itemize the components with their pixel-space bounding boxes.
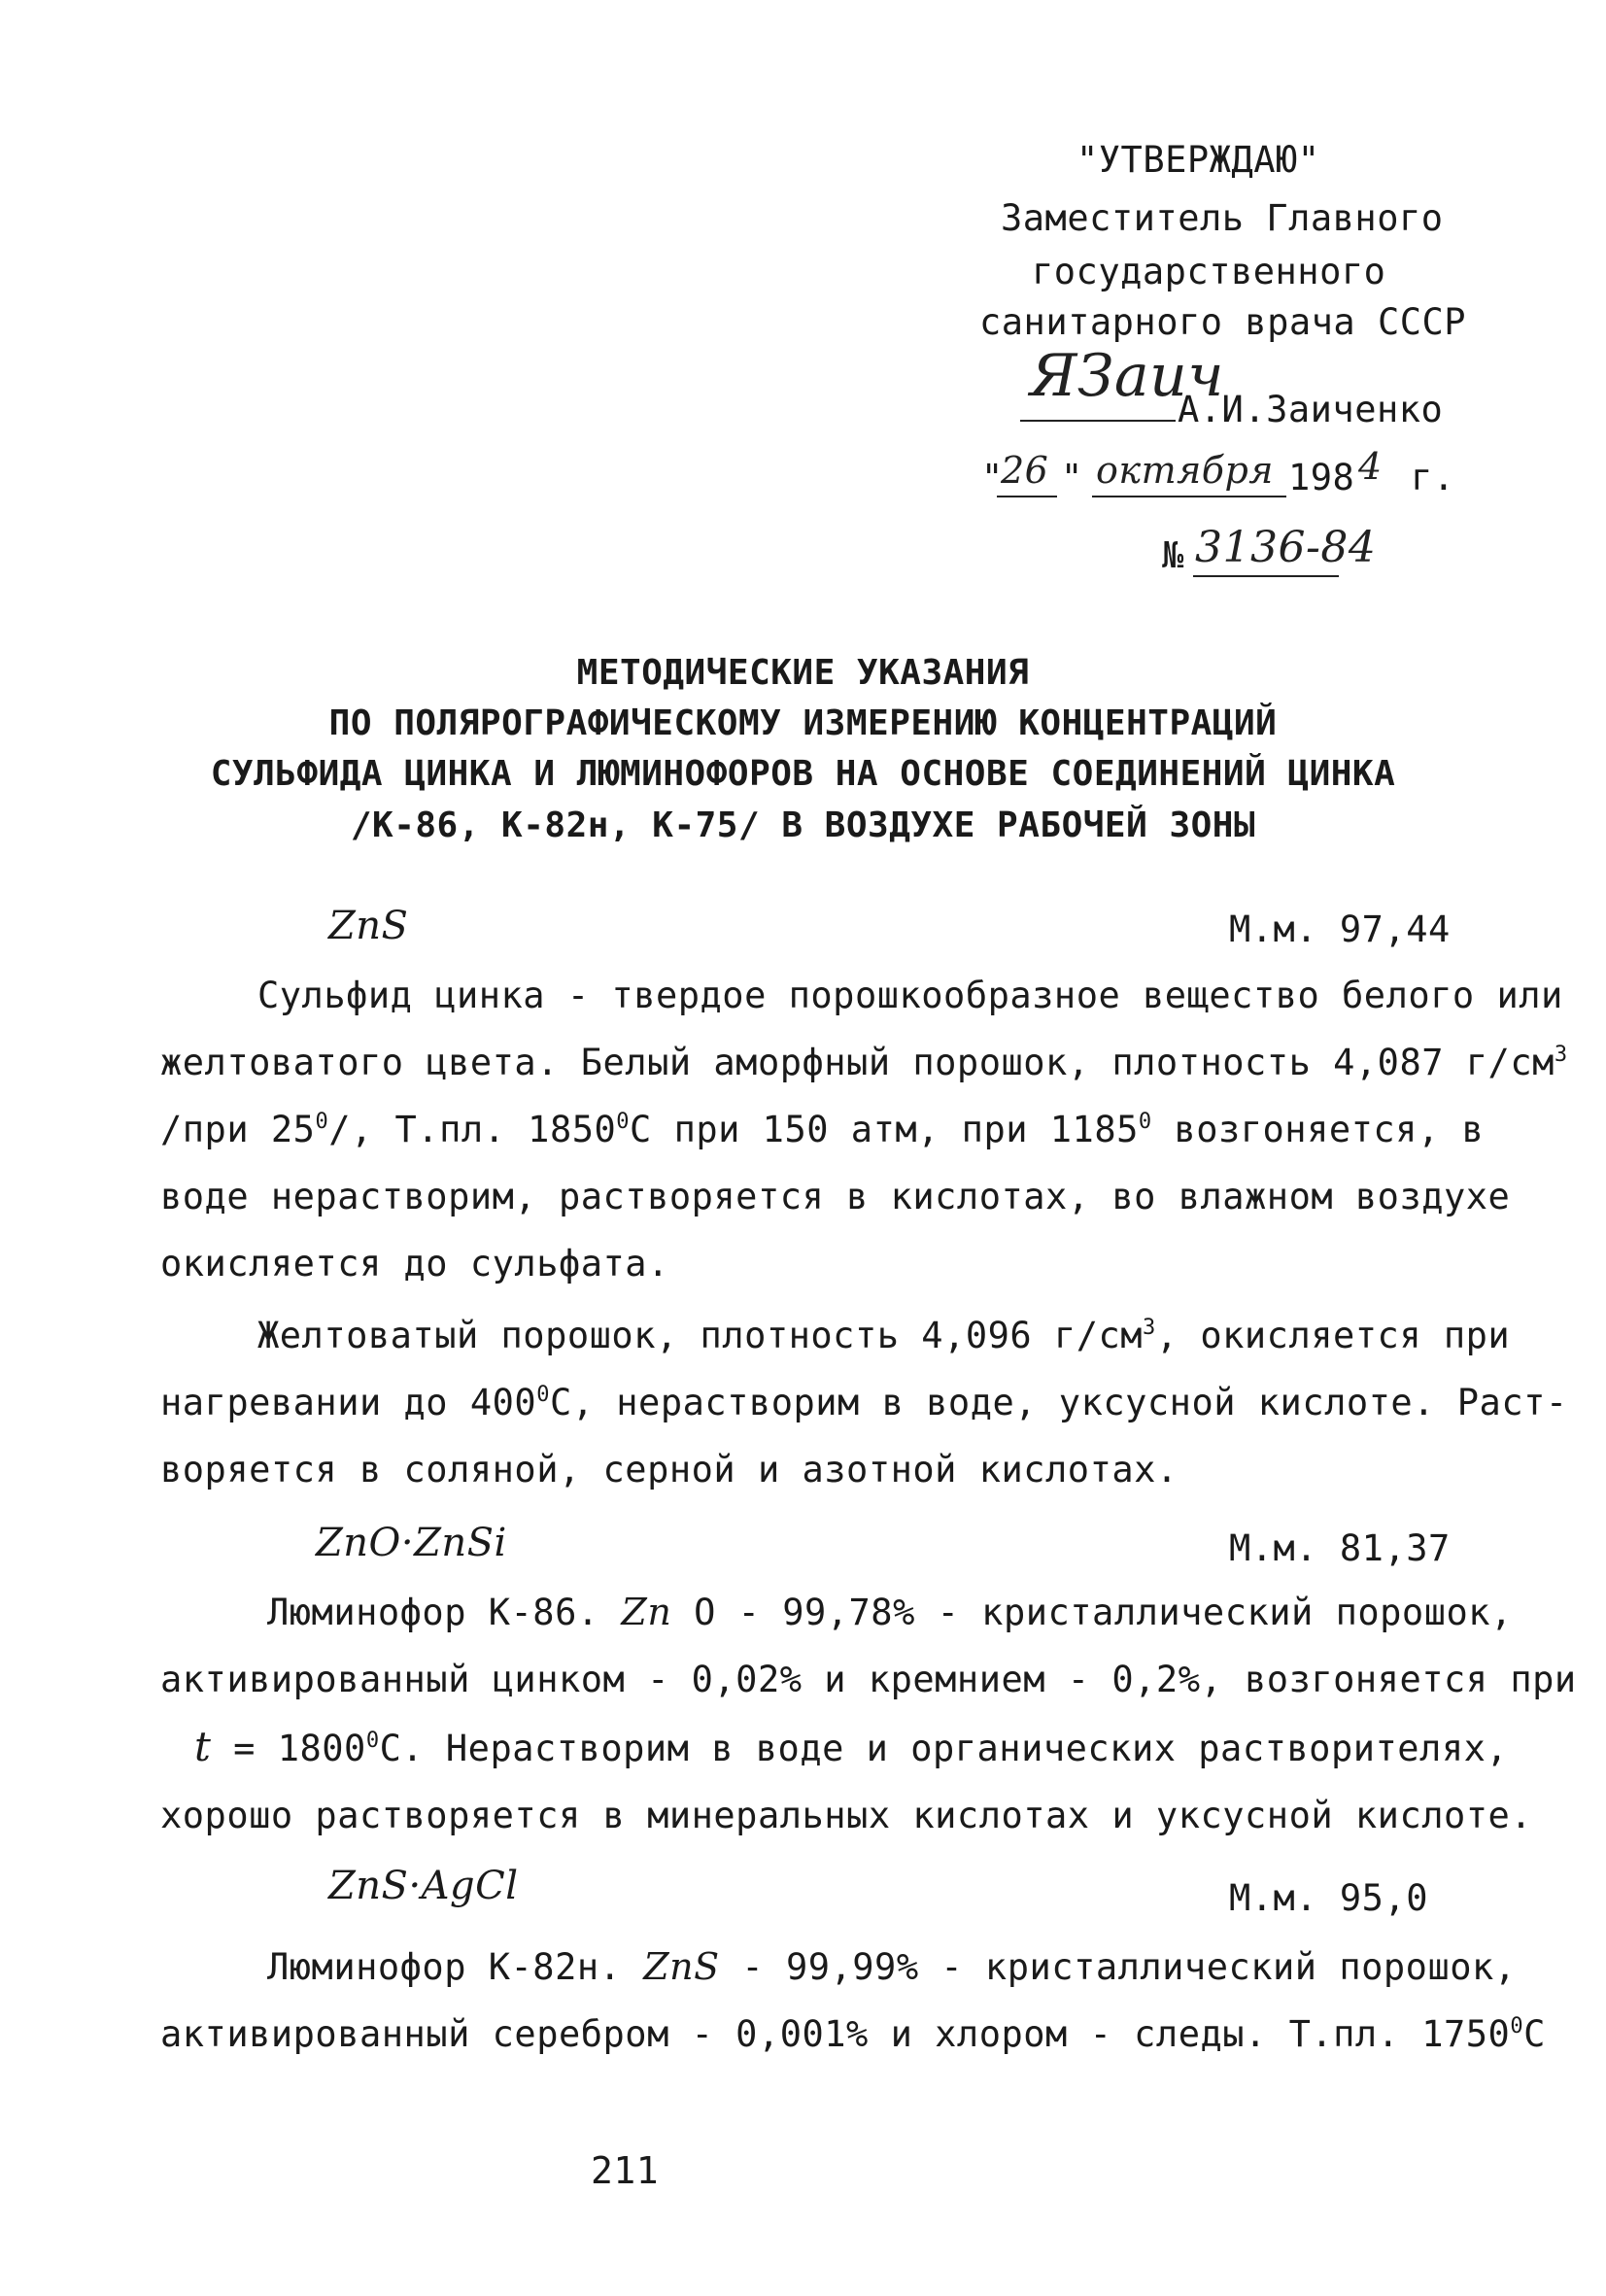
text-line: нагревании до $400^0С$, нерастворим в воде, уксусной кислоте. Раст- — [160, 1382, 1568, 1423]
text-line: желтоватого цвета. Белый аморфный порошок, плотность 4,087 $г/см^3$ — [160, 1042, 1568, 1083]
formula-zns-agcl: ZnS·AgCl — [328, 1864, 519, 1908]
title-line-2: ПО ПОЛЯРОГРАФИЧЕСКОМУ ИЗМЕРЕНИЮ КОНЦЕНТРАЦИЙ — [328, 703, 1278, 743]
molar-mass-k82n: М.м. 95,0 — [1229, 1877, 1428, 1919]
formula-zno-znsi: ZnO·ZnSi — [316, 1521, 507, 1565]
page-number: 211 — [591, 2149, 660, 2192]
date-day-underline — [997, 496, 1057, 497]
approval-line-1: Заместитель Главного — [1001, 197, 1444, 239]
text-line: воряется в соляной, серной и азотной кислотах. — [160, 1449, 1179, 1491]
handwritten-signature: ЯЗаич — [1030, 342, 1225, 410]
text-line: воде нерастворим, растворяется в кислотах, во влажном воздухе — [160, 1176, 1511, 1217]
date-year-prefix: 198 — [1288, 457, 1355, 498]
text-line: активированный цинком - 0,02% и кремнием - 0,2%, возгоняется при — [160, 1659, 1577, 1700]
document-number: 3136-84 — [1195, 523, 1377, 572]
signatory-name: А.И.Заиченко — [1178, 389, 1444, 430]
title-line-4: /К-86, К-82н, К-75/ В ВОЗДУХЕ РАБОЧЕЙ ЗОНЫ — [350, 805, 1256, 845]
date-day: 26 — [1001, 449, 1049, 492]
number-prefix: № — [1162, 534, 1184, 576]
approval-heading: "УТВЕРЖДАЮ" — [1076, 139, 1320, 181]
approval-line-3: санитарного врача СССР — [979, 301, 1467, 343]
molar-mass-k86: М.м. 81,37 — [1229, 1527, 1451, 1569]
paragraph-k82n — [160, 1934, 1546, 2068]
title-line-1: МЕТОДИЧЕСКИЕ УКАЗАНИЯ — [576, 653, 1030, 693]
date-month: октября — [1096, 449, 1274, 492]
date-close-quote: " — [1061, 457, 1083, 498]
molar-mass-zns: М.м. 97,44 — [1229, 908, 1451, 950]
approval-line-2: государственного — [1032, 251, 1386, 292]
text-line: Люминофор К-86. Zn О - 99,78% - кристаллический порошок, — [267, 1591, 1513, 1633]
paragraph-k86 — [160, 1579, 1577, 1849]
signature-underline — [1020, 420, 1176, 422]
text-line: Люминофор К-82н. ZnS - 99,99% - кристаллический порошок, — [267, 1945, 1517, 1988]
date-open-quote: " — [981, 457, 1004, 498]
date-suffix: г. — [1411, 457, 1455, 498]
text-line: окисляется до сульфата. — [160, 1243, 669, 1285]
text-line: Желтоватый порошок, плотность 4,096 $г/см^3$, окисляется при — [257, 1315, 1511, 1356]
paragraph-zns-yellow — [160, 1302, 1568, 1503]
text-line: /при $25^0/$, Т.пл. 1850$^0$С при 150 атм, при 1185$^0$ возгоняется, в — [160, 1109, 1485, 1150]
number-underline — [1193, 575, 1339, 577]
title-line-3: СУЛЬФИДА ЦИНКА И ЛЮМИНОФОРОВ НА ОСНОВЕ СОЕДИНЕНИЙ ЦИНКА — [210, 754, 1396, 794]
date-month-underline — [1092, 496, 1286, 497]
paragraph-zns-description — [160, 962, 1568, 1297]
text-line: активированный серебром - 0,001% и хлором - следы. Т.пл. 1750$^0$С — [160, 2013, 1546, 2055]
text-line: хорошо растворяется в минеральных кислотах и уксусной кислоте. — [160, 1795, 1533, 1836]
formula-zns: ZnS — [328, 904, 409, 948]
text-line: Сульфид цинка - твердое порошкообразное вещество белого или — [257, 975, 1563, 1016]
text-line: $t = 1800^0С$. Нерастворим в воде и органических растворителях, — [194, 1723, 1509, 1770]
date-year-digit: 4 — [1358, 445, 1383, 488]
